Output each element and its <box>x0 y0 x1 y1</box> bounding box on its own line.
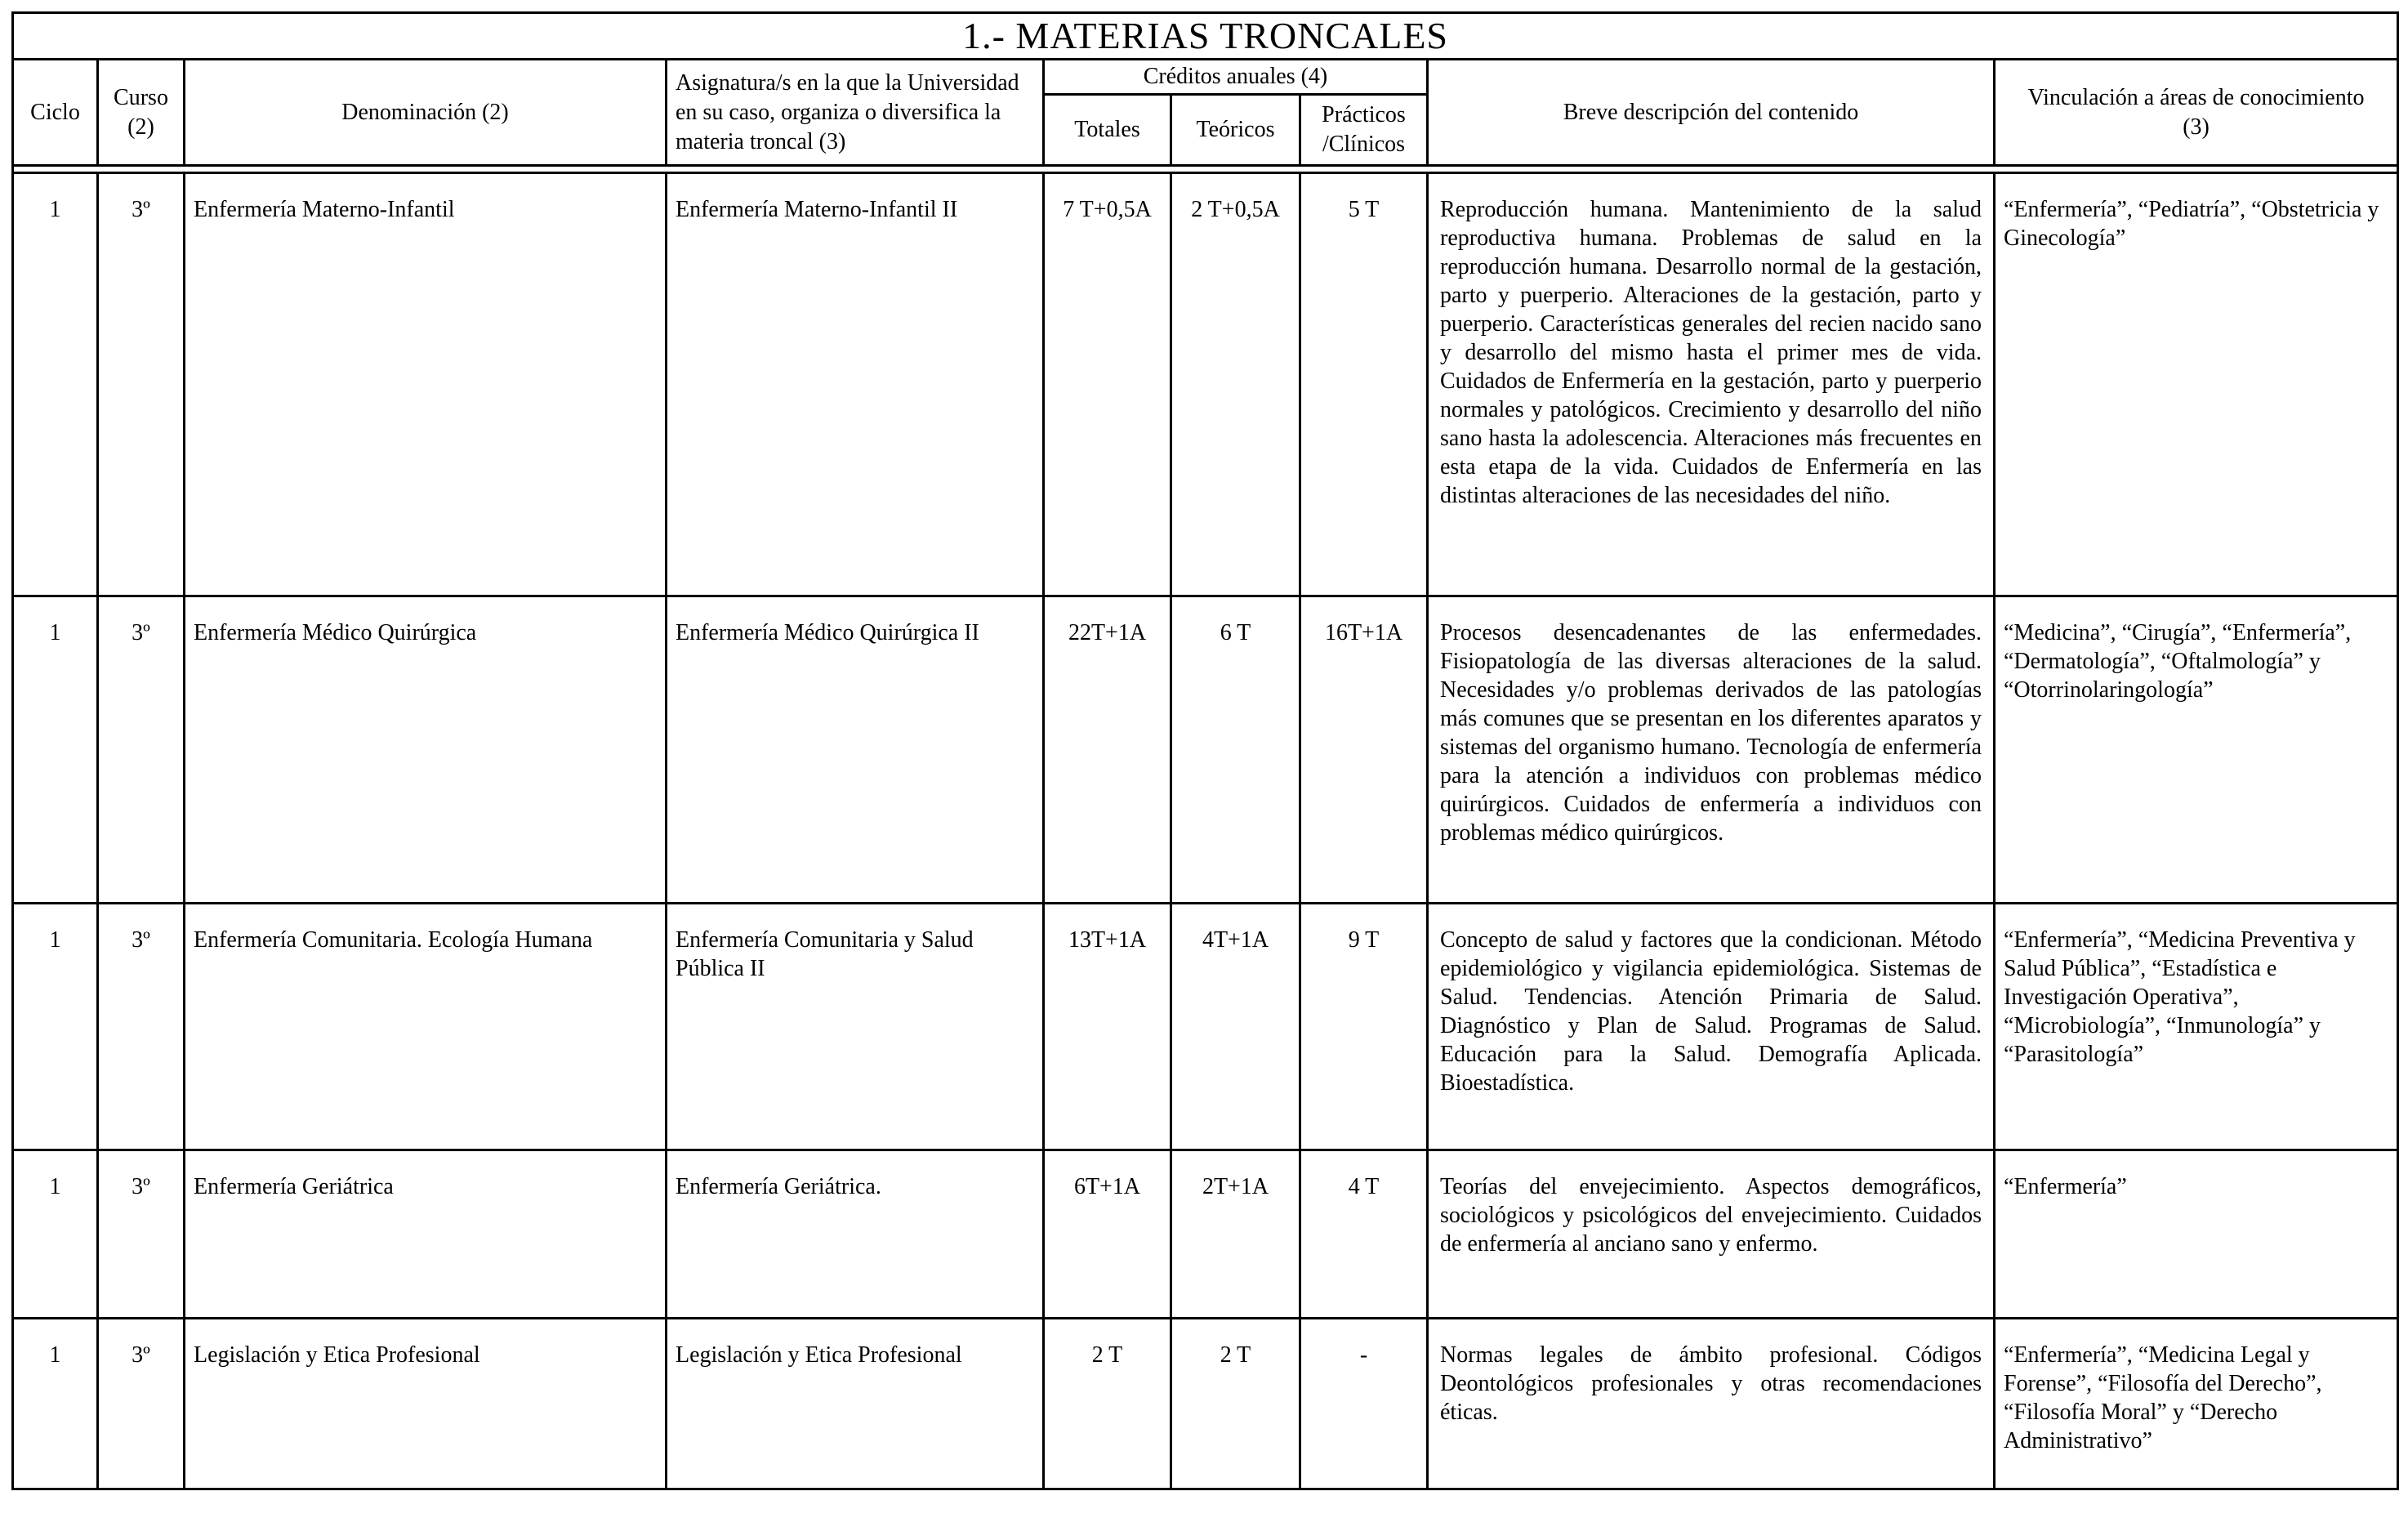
cell-descripcion: Procesos desencadenantes de las enfermedades. Fisiopatología de las diversas alteraciones de la salud. Necesidades y/o problemas derivados de las patologías más comunes que se presentan en los diferentes aparatos y sistemas del organismo humano. Tecnología de enfermería para la atención a individuos con problemas médico quirúrgicos. Cuidados de enfermería a individuos con problemas médico quirúrgicos. <box>1428 596 1995 904</box>
cell-asignatura: Enfermería Médico Quirúrgica II <box>667 596 1044 904</box>
table-row <box>13 173 2398 596</box>
header-ciclo: Ciclo <box>13 60 98 166</box>
cell-asignatura: Legislación y Etica Profesional <box>667 1319 1044 1489</box>
cell-descripcion: Normas legales de ámbito profesional. Códigos Deontológicos profesionales y otras recomendaciones éticas. <box>1428 1319 1995 1489</box>
cell-ciclo: 1 <box>13 904 98 1150</box>
header-creditos: Créditos anuales (4) <box>1044 60 1428 95</box>
cell-curso: 3º <box>98 173 185 596</box>
cell-practicos: 5 T <box>1300 173 1428 596</box>
cell-curso: 3º <box>98 596 185 904</box>
table-row <box>13 596 2398 904</box>
header-practicos: Prácticos /Clínicos <box>1300 95 1428 166</box>
materias-troncales-table <box>11 11 2399 1490</box>
cell-curso: 3º <box>98 1319 185 1489</box>
header-denominacion: Denominación (2) <box>185 60 667 166</box>
cell-ciclo: 1 <box>13 1150 98 1319</box>
cell-vinculacion: “Enfermería”, “Pediatría”, “Obstetricia y Ginecología” <box>1995 173 2398 596</box>
cell-totales: 13T+1A <box>1044 904 1171 1150</box>
cell-vinculacion: “Enfermería”, “Medicina Preventiva y Salud Pública”, “Estadística e Investigación Operativa”, “Microbiología”, “Inmunología” y “Parasitología” <box>1995 904 2398 1150</box>
cell-asignatura: Enfermería Materno-Infantil II <box>667 173 1044 596</box>
cell-asignatura: Enfermería Comunitaria y Salud Pública II <box>667 904 1044 1150</box>
cell-totales: 22T+1A <box>1044 596 1171 904</box>
page-title: 1.- MATERIAS TRONCALES <box>13 13 2398 60</box>
header-asignatura: Asignatura/s en la que la Universidad en su caso, organiza o diversifica la materia troncal (3) <box>667 60 1044 166</box>
cell-totales: 6T+1A <box>1044 1150 1171 1319</box>
cell-practicos: 9 T <box>1300 904 1428 1150</box>
cell-totales: 7 T+0,5A <box>1044 173 1171 596</box>
cell-descripcion: Teorías del envejecimiento. Aspectos demográficos, sociológicos y psicológicos del envejecimiento. Cuidados de enfermería al anciano sano y enfermo. <box>1428 1150 1995 1319</box>
cell-curso: 3º <box>98 1150 185 1319</box>
cell-practicos: - <box>1300 1319 1428 1489</box>
cell-practicos: 16T+1A <box>1300 596 1428 904</box>
cell-vinculacion: “Enfermería”, “Medicina Legal y Forense”, “Filosofía del Derecho”, “Filosofía Moral” y “Derecho Administrativo” <box>1995 1319 2398 1489</box>
cell-denominacion: Enfermería Comunitaria. Ecología Humana <box>185 904 667 1150</box>
header-vinculacion: Vinculación a áreas de conocimiento (3) <box>1995 60 2398 166</box>
header-separator <box>13 166 2398 173</box>
cell-descripcion: Concepto de salud y factores que la condicionan. Método epidemiológico y vigilancia epidemiológica. Sistemas de Salud. Tendencias. Atención Primaria de Salud. Diagnóstico y Plan de Salud. Programas de Salud. Educación para la Salud. Demografía Aplicada. Bioestadística. <box>1428 904 1995 1150</box>
cell-denominacion: Legislación y Etica Profesional <box>185 1319 667 1489</box>
cell-denominacion: Enfermería Materno-Infantil <box>185 173 667 596</box>
cell-asignatura: Enfermería Geriátrica. <box>667 1150 1044 1319</box>
cell-teoricos: 4T+1A <box>1171 904 1300 1150</box>
cell-totales: 2 T <box>1044 1319 1171 1489</box>
header-totales: Totales <box>1044 95 1171 166</box>
cell-teoricos: 2 T+0,5A <box>1171 173 1300 596</box>
cell-vinculacion: “Enfermería” <box>1995 1150 2398 1319</box>
cell-denominacion: Enfermería Médico Quirúrgica <box>185 596 667 904</box>
table-row <box>13 1319 2398 1489</box>
cell-descripcion: Reproducción humana. Mantenimiento de la salud reproductiva humana. Problemas de salud en la reproducción humana. Desarrollo normal de la gestación, parto y puerperio. Alteraciones de la gestación, parto y puerperio. Características generales del recien nacido sano y desarrollo del mismo hasta el primer mes de vida. Cuidados de Enfermería en la gestación, parto y puerperio normales y patológicos. Crecimiento y desarrollo del niño sano hasta la adolescencia. Alteraciones más frecuentes en esta etapa de la vida. Cuidados de Enfermería en las distintas alteraciones de las necesidades del niño. <box>1428 173 1995 596</box>
cell-teoricos: 6 T <box>1171 596 1300 904</box>
cell-ciclo: 1 <box>13 173 98 596</box>
cell-practicos: 4 T <box>1300 1150 1428 1319</box>
cell-vinculacion: “Medicina”, “Cirugía”, “Enfermería”, “Dermatología”, “Oftalmología” y “Otorrinolaringología” <box>1995 596 2398 904</box>
cell-curso: 3º <box>98 904 185 1150</box>
table-row <box>13 1150 2398 1319</box>
header-descripcion: Breve descripción del contenido <box>1428 60 1995 166</box>
cell-ciclo: 1 <box>13 1319 98 1489</box>
cell-ciclo: 1 <box>13 596 98 904</box>
document-sheet <box>11 11 2397 1513</box>
cell-teoricos: 2T+1A <box>1171 1150 1300 1319</box>
header-teoricos: Teóricos <box>1171 95 1300 166</box>
cell-teoricos: 2 T <box>1171 1319 1300 1489</box>
table-row <box>13 904 2398 1150</box>
header-curso: Curso (2) <box>98 60 185 166</box>
cell-denominacion: Enfermería Geriátrica <box>185 1150 667 1319</box>
